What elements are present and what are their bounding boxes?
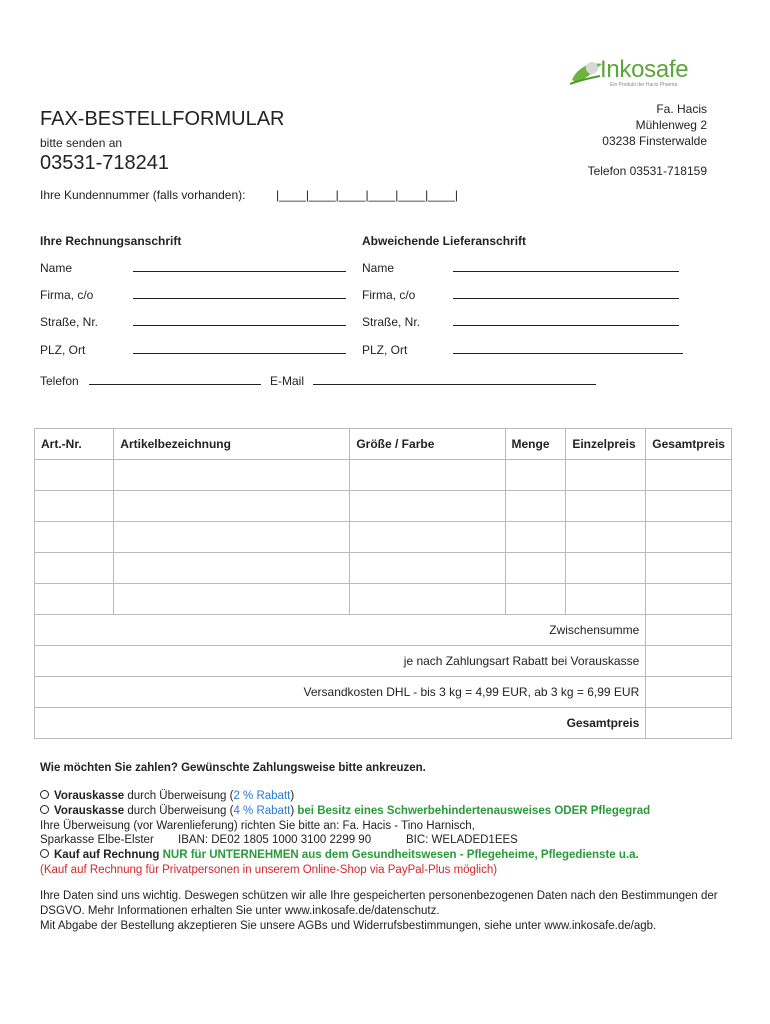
prepay-2-close: ) [290, 790, 295, 802]
delivery-heading: Abweichende Lieferanschrift [362, 234, 527, 248]
phone-label: Telefon [40, 374, 79, 388]
shipping-value[interactable] [646, 677, 732, 708]
company-phone: Telefon 03531-718159 [587, 164, 707, 178]
col-header-size-color: Größe / Farbe [350, 429, 505, 460]
table-row[interactable] [35, 584, 732, 615]
subtotal-row [35, 615, 732, 646]
delivery-city-field[interactable] [453, 353, 683, 354]
logo-text: Inkosafe [600, 56, 689, 83]
delivery-street-field[interactable] [453, 325, 679, 326]
billing-name-field[interactable] [133, 271, 346, 272]
discount-value[interactable] [646, 646, 732, 677]
transfer-note: Ihre Überweisung (vor Warenlieferung) richten Sie bitte an: Fa. Hacis - Tino Harnisch, [40, 820, 475, 832]
billing-city-label: PLZ, Ort [40, 343, 86, 357]
prepay-4-label: Vorauskasse [54, 805, 125, 817]
table-row[interactable] [35, 460, 732, 491]
privacy-line-2: DSGVO. Mehr Informationen erhalten Sie unter www.inkosafe.de/datenschutz. [40, 905, 440, 917]
prepay-2-text: durch Überweisung ( [124, 790, 234, 802]
prepay-4-close: ) [290, 805, 295, 817]
prepay-4-rebate: 4 % Rabatt [233, 805, 291, 817]
terms-line: Mit Abgabe der Bestellung akzeptieren Sie unsere AGBs und Widerrufsbestimmungen, siehe unter www.inkosafe.de/agb. [40, 920, 657, 932]
total-label: Gesamtpreis [35, 708, 646, 739]
phone-field[interactable] [89, 384, 261, 385]
customer-number-field[interactable]: |____|____|____|____|____|____| [276, 188, 458, 202]
radio-invoice[interactable] [40, 849, 49, 858]
prepay-4-condition: bei Besitz eines Schwerbehindertenausweises ODER Pflegegrad [294, 805, 651, 817]
invoice-label: Kauf auf Rechnung [54, 849, 160, 861]
leaf-icon [570, 58, 604, 86]
invoice-condition: NUR für UNTERNEHMEN aus dem Gesundheitswesen - Pflegeheime, Pflegedienste u.a. [159, 849, 639, 861]
total-value[interactable] [646, 708, 732, 739]
table-row[interactable] [35, 553, 732, 584]
table-header-row [35, 429, 732, 460]
inkosafe-logo [570, 54, 720, 88]
fax-number: 03531-718241 [40, 152, 170, 174]
prepay-2-label: Vorauskasse [54, 790, 125, 802]
radio-prepay-4[interactable] [40, 805, 49, 814]
email-label: E-Mail [270, 374, 305, 388]
col-header-quantity: Menge [505, 429, 566, 460]
discount-row [35, 646, 732, 677]
bank-name: Sparkasse Elbe-Elster [40, 834, 154, 846]
payment-question: Wie möchten Sie zahlen? Gewünschte Zahlungsweise bitte ankreuzen. [40, 762, 426, 774]
col-header-description: Artikelbezeichnung [114, 429, 350, 460]
radio-prepay-2[interactable] [40, 790, 49, 799]
delivery-name-label: Name [362, 261, 395, 275]
billing-street-label: Straße, Nr. [40, 315, 99, 329]
logo-tagline: Ein Produkt der Hacis Pharma [610, 82, 678, 88]
order-table [34, 428, 732, 739]
company-street: Mühlenweg 2 [635, 118, 707, 132]
col-header-article-no: Art.-Nr. [35, 429, 114, 460]
total-row [35, 708, 732, 739]
billing-name-label: Name [40, 261, 73, 275]
billing-street-field[interactable] [133, 325, 346, 326]
prepay-2-rebate: 2 % Rabatt [233, 790, 291, 802]
col-header-unit-price: Einzelpreis [566, 429, 646, 460]
col-header-total-price: Gesamtpreis [646, 429, 732, 460]
table-row[interactable] [35, 522, 732, 553]
payment-option-prepay-4[interactable] [40, 805, 650, 817]
email-field[interactable] [313, 384, 596, 385]
prepay-4-text: durch Überweisung ( [124, 805, 234, 817]
bank-bic: BIC: WELADED1EES [406, 834, 518, 846]
delivery-name-field[interactable] [453, 271, 679, 272]
delivery-company-label: Firma, c/o [362, 288, 416, 302]
payment-option-invoice[interactable] [40, 849, 639, 861]
subtotal-label: Zwischensumme [35, 615, 646, 646]
billing-heading: Ihre Rechnungsanschrift [40, 234, 182, 248]
billing-company-field[interactable] [133, 298, 346, 299]
shipping-label: Versandkosten DHL - bis 3 kg = 4,99 EUR, ab 3 kg = 6,99 EUR [35, 677, 646, 708]
table-row[interactable] [35, 491, 732, 522]
private-invoice-note: (Kauf auf Rechnung für Privatpersonen in unserem Online-Shop via PayPal-Plus möglich) [40, 864, 498, 876]
delivery-city-label: PLZ, Ort [362, 343, 408, 357]
delivery-company-field[interactable] [453, 298, 679, 299]
bank-iban: IBAN: DE02 1805 1000 3100 2299 90 [178, 834, 372, 846]
privacy-line-1: Ihre Daten sind uns wichtig. Deswegen schützen wir alle Ihre gespeicherten personenbezogenen Daten nach den Bestimmungen der [40, 890, 718, 902]
billing-city-field[interactable] [133, 353, 346, 354]
billing-company-label: Firma, c/o [40, 288, 94, 302]
subtotal-value[interactable] [646, 615, 732, 646]
payment-option-prepay-2[interactable] [40, 790, 294, 802]
send-to-label: bitte senden an [40, 136, 123, 150]
customer-number-label: Ihre Kundennummer (falls vorhanden): [40, 188, 246, 202]
company-name: Fa. Hacis [656, 102, 707, 116]
shipping-row [35, 677, 732, 708]
page-title: FAX-BESTELLFORMULAR [40, 108, 285, 130]
discount-label: je nach Zahlungsart Rabatt bei Vorauskasse [35, 646, 646, 677]
company-city: 03238 Finsterwalde [602, 134, 707, 148]
delivery-street-label: Straße, Nr. [362, 315, 421, 329]
